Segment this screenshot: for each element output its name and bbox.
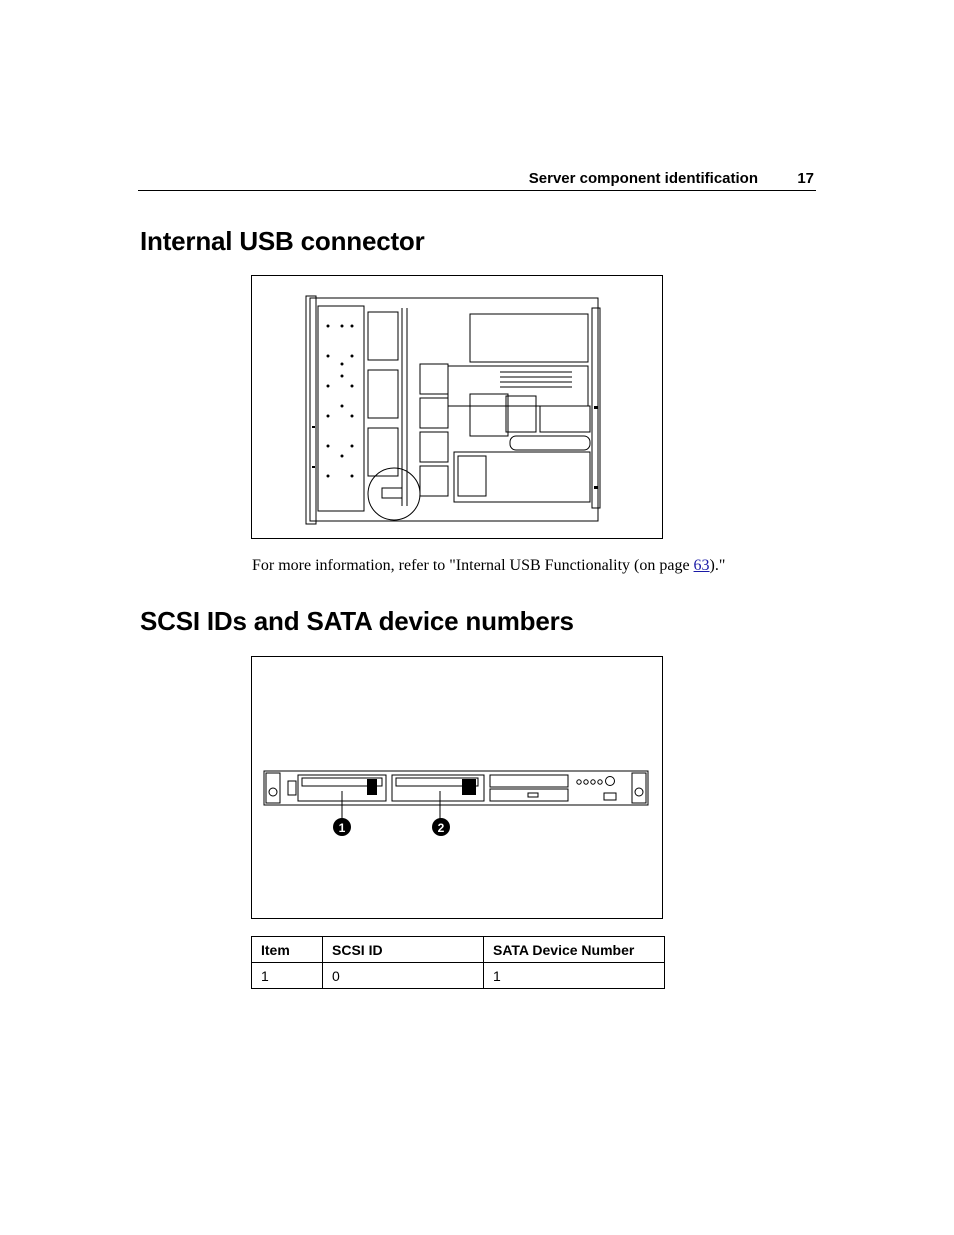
- running-header-title: Server component identification: [528, 170, 758, 187]
- page-63-link[interactable]: 63: [693, 557, 710, 574]
- callout-2: [432, 818, 450, 836]
- section-heading-usb: Internal USB connector: [140, 226, 425, 256]
- cell-scsi-id: 0: [323, 963, 484, 989]
- callout-1: [333, 818, 351, 836]
- page-number: 17: [797, 170, 814, 187]
- cell-item: 1: [252, 963, 323, 989]
- server-front-view-illustration: [252, 657, 662, 918]
- server-top-view-figure: [251, 275, 663, 539]
- col-sata-number-header: SATA Device Number: [484, 937, 665, 963]
- running-header: [138, 168, 816, 191]
- section-heading-scsi: SCSI IDs and SATA device numbers: [140, 606, 574, 636]
- col-scsi-id-header: SCSI ID: [323, 937, 484, 963]
- table-header-row: [252, 937, 665, 963]
- callout-2-label: 2: [437, 821, 445, 835]
- usb-more-info-paragraph: [252, 557, 725, 575]
- usb-info-text: For more information, refer to "Internal USB Functionality (on page: [252, 557, 694, 574]
- cell-sata-number: 1: [484, 963, 665, 989]
- scsi-sata-table: [251, 936, 665, 989]
- col-item-header: Item: [252, 937, 323, 963]
- server-front-view-figure: [251, 656, 663, 919]
- callout-1-label: 1: [338, 821, 346, 835]
- usb-info-text-end: ).": [709, 557, 726, 574]
- table-row: [252, 963, 665, 989]
- server-top-view-illustration: [252, 276, 662, 538]
